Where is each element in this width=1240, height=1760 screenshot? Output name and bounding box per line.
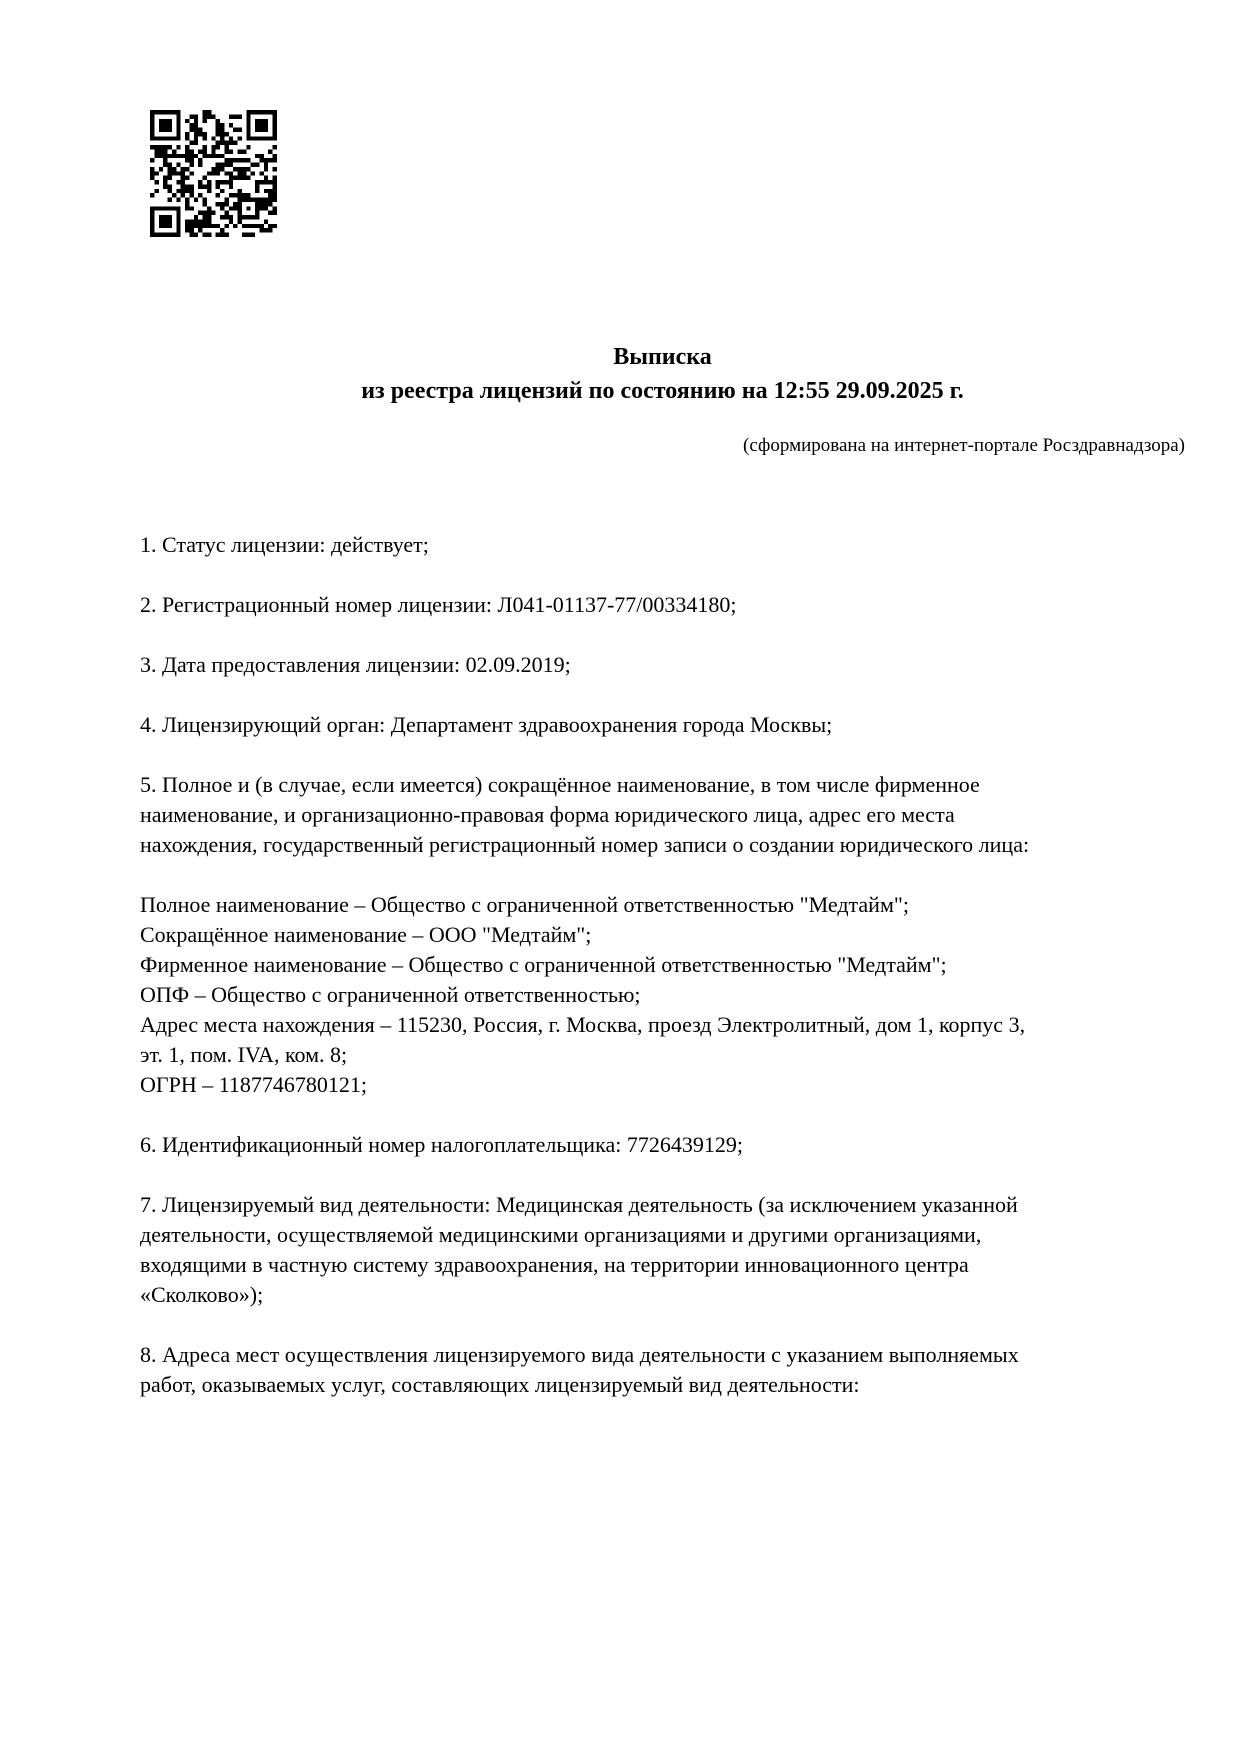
document-body xyxy=(140,340,1185,1400)
entity-name-intro-line-1: 5. Полное и (в случае, если имеется) сокращённое наименование, в том числе фирменное xyxy=(140,772,980,797)
qr-code-image xyxy=(150,110,277,237)
paragraph-grant-date xyxy=(140,650,1185,680)
addresses-intro-line-2: работ, оказываемых услуг, составляющих лицензируемый вид деятельности: xyxy=(140,1372,860,1397)
paragraph-license-status xyxy=(140,530,1185,560)
legal-form-line: ОПФ – Общество с ограниченной ответственностью; xyxy=(140,982,641,1007)
licensing-authority-line: 4. Лицензирующий орган: Департамент здравоохранения города Москвы; xyxy=(140,712,833,737)
paragraph-entity-name-intro xyxy=(140,770,1185,860)
short-name-line: Сокращённое наименование – ООО "Медтайм"; xyxy=(140,922,592,947)
taxpayer-inn-line: 6. Идентификационный номер налогоплательщика: 7726439129; xyxy=(140,1132,743,1157)
registration-number-line: 2. Регистрационный номер лицензии: Л041-01137-77/00334180; xyxy=(140,592,737,617)
entity-name-intro-line-2: наименование, и организационно-правовая форма юридического лица, адрес его места xyxy=(140,802,955,827)
address-line-1: Адрес места нахождения – 115230, Россия, г. Москва, проезд Электролитный, дом 1, корпус 3, xyxy=(140,1012,1026,1037)
paragraph-licensing-authority xyxy=(140,710,1185,740)
entity-name-intro-line-3: нахождения, государственный регистрационный номер записи о создании юридического лица: xyxy=(140,832,1030,857)
title-line-2: из реестра лицензий по состоянию на 12:55 29.09.2025 г. xyxy=(361,378,964,404)
document-subtitle: (сформирована на интернет-портале Росздравнадзора) xyxy=(743,435,1185,456)
paragraph-registration-number xyxy=(140,590,1185,620)
document-paragraphs xyxy=(140,530,1185,1400)
address-line-2: эт. 1, пом. IVA, ком. 8; xyxy=(140,1042,348,1067)
licensed-activity-line-4: «Сколково»); xyxy=(140,1282,264,1307)
paragraph-licensed-activity xyxy=(140,1190,1185,1310)
addresses-intro-line-1: 8. Адреса мест осуществления лицензируемого вида деятельности с указанием выполняемых xyxy=(140,1342,1019,1367)
paragraph-taxpayer-inn xyxy=(140,1130,1185,1160)
grant-date-line: 3. Дата предоставления лицензии: 02.09.2019; xyxy=(140,652,571,677)
paragraph-addresses-intro xyxy=(140,1340,1185,1400)
qr-code xyxy=(150,110,277,237)
title-line-1: Выписка xyxy=(613,344,712,370)
ogrn-line: ОГРН – 1187746780121; xyxy=(140,1072,368,1097)
brand-name-line: Фирменное наименование – Общество с ограниченной ответственностью "Медтайм"; xyxy=(140,952,947,977)
licensed-activity-line-2: деятельности, осуществляемой медицинскими организациями и другими организациями, xyxy=(140,1222,982,1247)
license-status-line: 1. Статус лицензии: действует; xyxy=(140,532,429,557)
licensed-activity-line-3: входящими в частную систему здравоохранения, на территории инновационного центра xyxy=(140,1252,969,1277)
paragraph-entity-details xyxy=(140,890,1185,1100)
licensed-activity-line-1: 7. Лицензируемый вид деятельности: Медицинская деятельность (за исключением указанной xyxy=(140,1192,1018,1217)
document-title xyxy=(140,340,1185,408)
full-name-line: Полное наименование – Общество с ограниченной ответственностью "Медтайм"; xyxy=(140,892,909,917)
